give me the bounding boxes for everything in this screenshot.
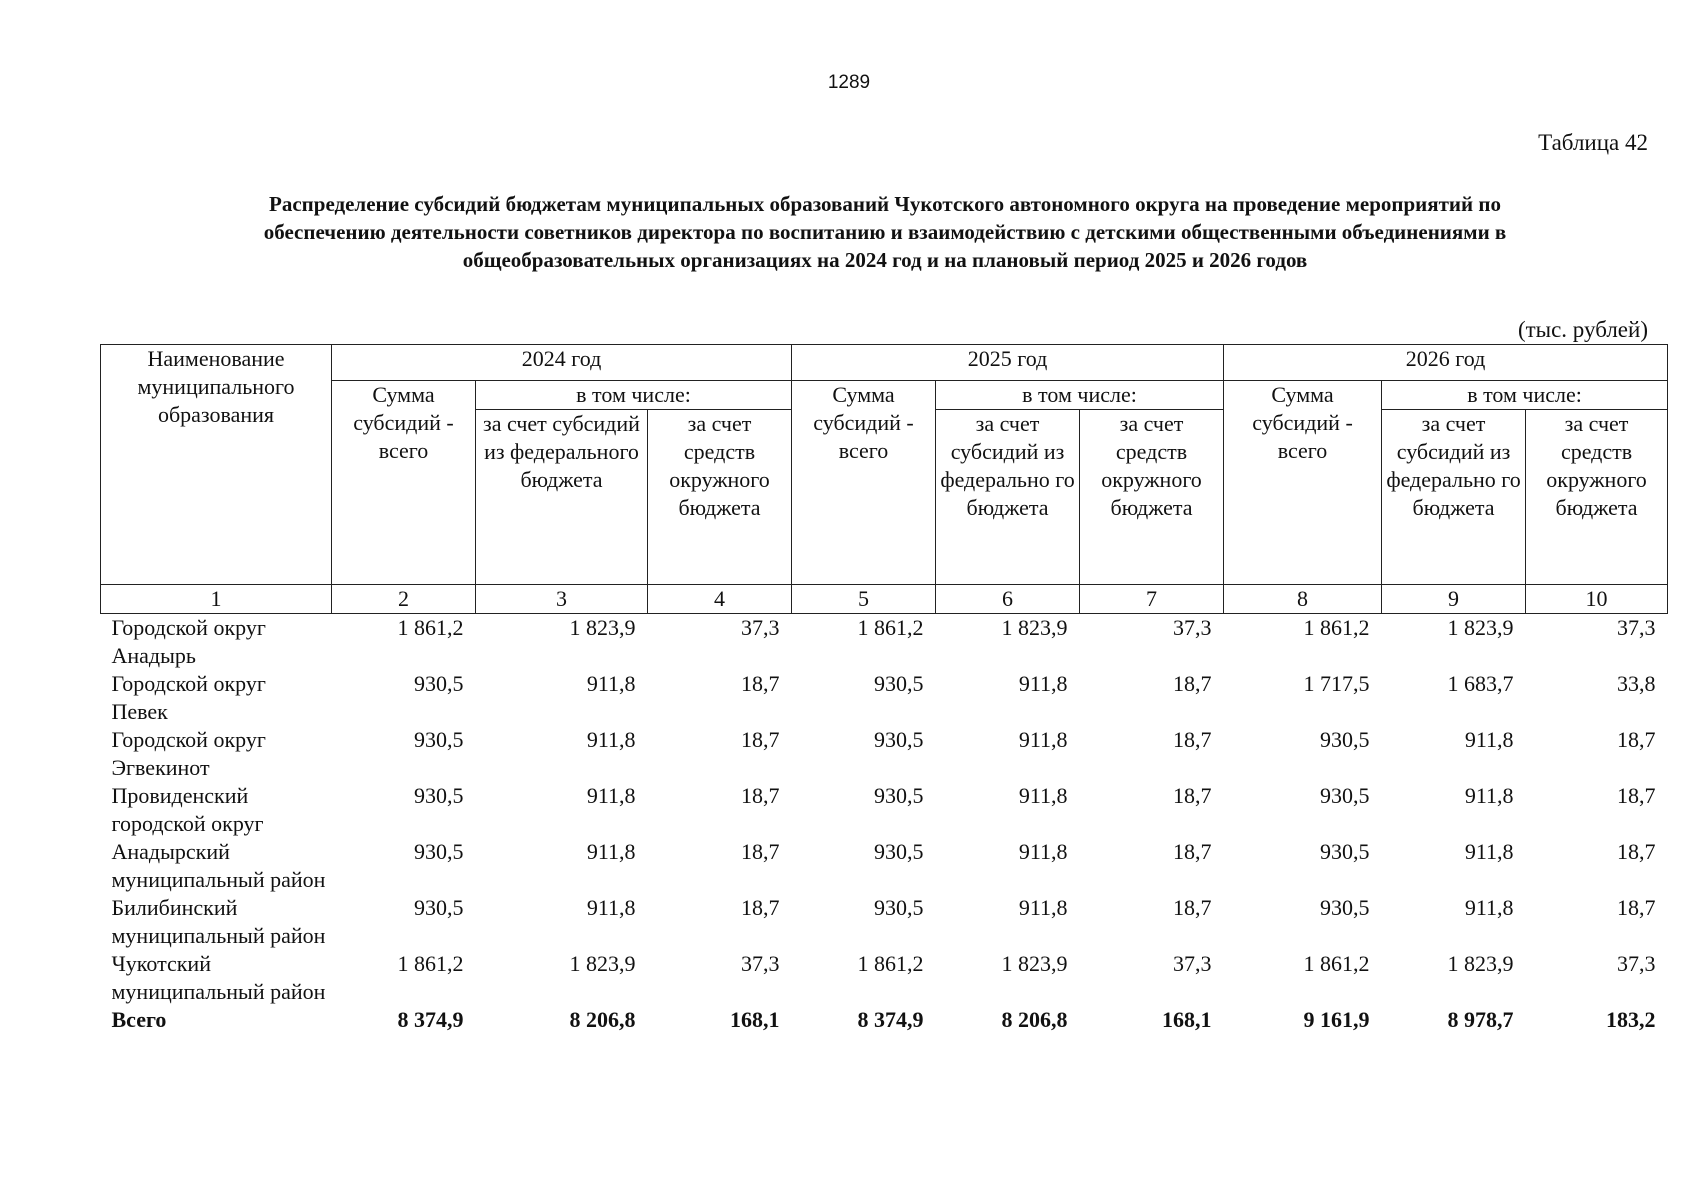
header-federal-2025: за счет субсидий из федерально го бюджета: [936, 410, 1080, 585]
column-number: 4: [648, 585, 792, 614]
value-cell: 18,7: [1617, 727, 1656, 752]
value-cell: 930,5: [414, 783, 464, 808]
value-cell: 9 161,9: [1303, 1007, 1370, 1032]
header-federal-2026: за счет субсидий из федерально го бюджета: [1382, 410, 1526, 585]
header-including-2024: в том числе:: [476, 381, 792, 410]
value-cell: 930,5: [1320, 895, 1370, 920]
value-cell: 930,5: [414, 727, 464, 752]
value-cell: 930,5: [1320, 783, 1370, 808]
value-cell: 911,8: [1464, 895, 1514, 920]
header-total-2026: Сумма субсидий - всего: [1224, 381, 1382, 585]
header-district-2026: за счет средств окружного бюджета: [1526, 410, 1668, 585]
header-including-2026: в том числе:: [1382, 381, 1668, 410]
value-cell: 930,5: [874, 839, 924, 864]
header-year-2025: 2025 год: [792, 345, 1224, 381]
header-year-2026: 2026 год: [1224, 345, 1668, 381]
header-federal-2024: за счет субсидий из федерального бюджета: [476, 410, 648, 585]
value-cell: 911,8: [1464, 783, 1514, 808]
value-cell: 37,3: [741, 951, 780, 976]
column-number: 7: [1080, 585, 1224, 614]
value-cell: 930,5: [414, 839, 464, 864]
value-cell: 911,8: [586, 727, 636, 752]
column-number: 6: [936, 585, 1080, 614]
value-cell: 18,7: [1617, 839, 1656, 864]
table-row: [101, 614, 1668, 671]
value-cell: 930,5: [874, 895, 924, 920]
municipality-name: Чукотский муниципальный район: [111, 951, 326, 1004]
value-cell: 18,7: [1173, 671, 1212, 696]
title-line: Распределение субсидий бюджетам муниципальных образований Чукотского автономного округа на проведение мероприятий по: [269, 192, 1501, 216]
value-cell: 18,7: [1173, 839, 1212, 864]
value-cell: 1 861,2: [1303, 615, 1370, 640]
municipality-name: Билибинский муниципальный район: [111, 895, 326, 948]
value-cell: 911,8: [586, 839, 636, 864]
value-cell: 18,7: [741, 783, 780, 808]
value-cell: 930,5: [414, 671, 464, 696]
column-number: 10: [1526, 585, 1668, 614]
value-cell: 911,8: [1018, 727, 1068, 752]
value-cell: 930,5: [414, 895, 464, 920]
value-cell: 37,3: [1617, 951, 1656, 976]
value-cell: 911,8: [1018, 671, 1068, 696]
value-cell: 37,3: [1173, 951, 1212, 976]
header-name: Наименование муниципального образования: [101, 345, 332, 585]
value-cell: 18,7: [1617, 783, 1656, 808]
value-cell: 8 206,8: [1001, 1007, 1068, 1032]
table-label: Таблица 42: [1538, 130, 1648, 155]
value-cell: 911,8: [1018, 895, 1068, 920]
unit-note: (тыс. рублей): [1517, 317, 1648, 342]
table-row: [101, 726, 1668, 782]
header-total-2025: Сумма субсидий - всего: [792, 381, 936, 585]
value-cell: 18,7: [1617, 895, 1656, 920]
value-cell: 168,1: [730, 1007, 780, 1032]
table-row: [101, 894, 1668, 950]
value-cell: 18,7: [741, 727, 780, 752]
header-district-2025: за счет средств окружного бюджета: [1080, 410, 1224, 585]
value-cell: 930,5: [1320, 727, 1370, 752]
value-cell: 1 861,2: [857, 615, 924, 640]
municipality-name: Городской округ Эгвекинот: [111, 727, 266, 780]
value-cell: 1 823,9: [1001, 951, 1068, 976]
value-cell: 1 823,9: [1447, 615, 1514, 640]
value-cell: 911,8: [1018, 839, 1068, 864]
value-cell: 1 861,2: [397, 615, 464, 640]
value-cell: 8 206,8: [569, 1007, 636, 1032]
table-row: [101, 782, 1668, 838]
header-district-2024: за счет средств окружного бюджета: [648, 410, 792, 585]
value-cell: 930,5: [1320, 839, 1370, 864]
subsidy-table: [100, 344, 1668, 1034]
municipality-name: Провиденский городской округ: [111, 783, 264, 836]
value-cell: 1 861,2: [1303, 951, 1370, 976]
title-line: общеобразовательных организациях на 2024 год и на плановый период 2025 и 2026 годов: [462, 248, 1308, 272]
value-cell: 8 978,7: [1447, 1007, 1514, 1032]
value-cell: 911,8: [1464, 727, 1514, 752]
value-cell: 911,8: [1018, 783, 1068, 808]
value-cell: 911,8: [586, 671, 636, 696]
value-cell: 18,7: [741, 671, 780, 696]
column-number: 2: [332, 585, 476, 614]
table-row: [101, 670, 1668, 726]
page-number: 1289: [827, 72, 871, 93]
municipality-name: Анадырский муниципальный район: [111, 839, 326, 892]
column-number: 3: [476, 585, 648, 614]
value-cell: 911,8: [586, 783, 636, 808]
column-number: 5: [792, 585, 936, 614]
value-cell: 18,7: [1173, 783, 1212, 808]
column-number: 8: [1224, 585, 1382, 614]
table-row: [101, 838, 1668, 894]
value-cell: 18,7: [1173, 895, 1212, 920]
value-cell: 930,5: [874, 783, 924, 808]
value-cell: 18,7: [741, 895, 780, 920]
value-cell: 8 374,9: [397, 1007, 464, 1032]
value-cell: 1 823,9: [569, 615, 636, 640]
value-cell: 1 861,2: [397, 951, 464, 976]
value-cell: 911,8: [1464, 839, 1514, 864]
column-number: 1: [101, 585, 332, 614]
total-row: [101, 1006, 1668, 1034]
value-cell: 8 374,9: [857, 1007, 924, 1032]
total-label: Всего: [111, 1007, 167, 1032]
value-cell: 1 683,7: [1447, 671, 1514, 696]
value-cell: 1 861,2: [857, 951, 924, 976]
municipality-name: Городской округ Певек: [111, 671, 266, 724]
document-title: [150, 190, 1620, 274]
value-cell: 18,7: [741, 839, 780, 864]
value-cell: 911,8: [586, 895, 636, 920]
value-cell: 37,3: [1173, 615, 1212, 640]
value-cell: 37,3: [741, 615, 780, 640]
value-cell: 930,5: [874, 727, 924, 752]
column-number: 9: [1382, 585, 1526, 614]
value-cell: 1 823,9: [1001, 615, 1068, 640]
municipality-name: Городской округ Анадырь: [111, 615, 266, 668]
table-row: [101, 950, 1668, 1006]
title-line: обеспечению деятельности советников директора по воспитанию и взаимодействию с детскими общественными объединениями в: [263, 220, 1507, 244]
value-cell: 18,7: [1173, 727, 1212, 752]
value-cell: 37,3: [1617, 615, 1656, 640]
value-cell: 1 823,9: [1447, 951, 1514, 976]
value-cell: 930,5: [874, 671, 924, 696]
value-cell: 1 823,9: [569, 951, 636, 976]
value-cell: 1 717,5: [1303, 671, 1370, 696]
header-including-2025: в том числе:: [936, 381, 1224, 410]
value-cell: 168,1: [1162, 1007, 1212, 1032]
value-cell: 33,8: [1617, 671, 1656, 696]
value-cell: 183,2: [1606, 1007, 1656, 1032]
header-year-2024: 2024 год: [332, 345, 792, 381]
header-total-2024: Сумма субсидий - всего: [332, 381, 476, 585]
